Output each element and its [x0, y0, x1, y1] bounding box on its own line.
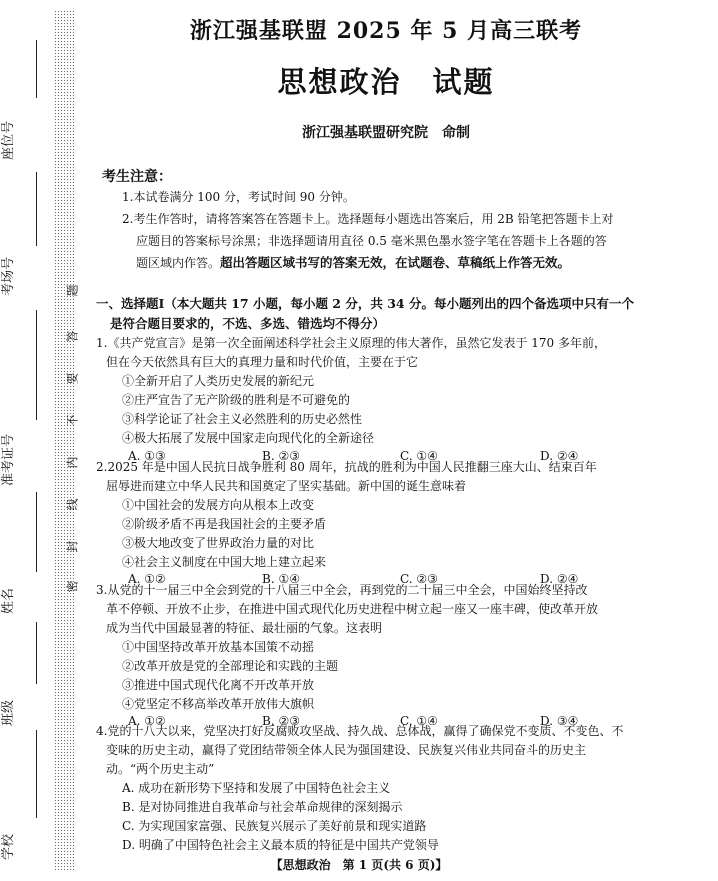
exam-title: 浙江强基联盟 2025 年 5 月高三联考	[189, 18, 583, 44]
question-option: ②改革开放是党的全部理论和实践的主题	[122, 659, 339, 673]
choice-c: C. ①④	[400, 449, 438, 463]
seal-char: 答	[65, 330, 80, 343]
seal-char: 不	[65, 414, 80, 427]
question-stem: 1.《共产党宣言》是第一次全面阐述科学社会主义原理的伟大著作，虽然它发表于 170 多年前，	[96, 336, 606, 350]
section-heading-line	[96, 294, 671, 314]
margin-line-seat	[36, 40, 37, 98]
notice-item: 1.本试卷满分 100 分，考试时间 90 分钟。	[122, 190, 355, 204]
question-stem: 成为当代中国最显著的特征、最壮丽的气象。这表明	[106, 621, 383, 635]
question-stem: 屈辱进而建立中华人民共和国奠定了坚实基础。新中国的诞生意味着	[106, 479, 467, 493]
margin-line-name	[36, 492, 37, 572]
notice-title: 考生注意：	[102, 169, 172, 185]
publisher: 浙江强基联盟研究院 命制	[302, 125, 470, 141]
field-seat-number	[1, 100, 44, 160]
margin-line-room	[36, 172, 37, 246]
choice-b: B. ②③	[262, 714, 300, 728]
question-option: ④党坚定不移高举改革开放伟大旗帜	[122, 697, 315, 711]
field-room-number	[1, 246, 44, 296]
field-label: 准考证号	[1, 433, 16, 486]
choice-d: D. ②④	[540, 449, 579, 463]
seal-char: 要	[65, 372, 80, 385]
choice-b: B. ①④	[262, 572, 300, 586]
binding-hatch-pattern	[54, 10, 76, 872]
question-stem: 变味的历史主动，赢得了党团结带领全体人民为强国建设、民族复兴伟业共同奋斗的历史主	[106, 743, 587, 757]
question-option: ②阶级矛盾不再是我国社会的主要矛盾	[122, 517, 327, 531]
choice-c: C. ②③	[400, 572, 438, 586]
field-name	[1, 574, 44, 614]
notice-item: 2.考生作答时，请将答案答在答题卡上。选择题每小题选出答案后，用 2B 铅笔把答题卡上对	[122, 212, 614, 226]
question-stem: 动。“两个历史主动”	[106, 762, 215, 776]
section-heading	[96, 294, 671, 334]
page-footer: 【思想政治 第 1 页(共 6 页)】	[270, 858, 448, 872]
choice-d: D. ③④	[540, 714, 579, 728]
seal-char: 内	[65, 456, 80, 469]
question-option: D. 明确了中国特色社会主义最本质的特征是中国共产党领导	[122, 838, 439, 852]
question-stem: 4.党的十八大以来，党坚决打好反腐败攻坚战、持久战、总体战，赢得了确保党不变质、不变色、不	[96, 724, 624, 738]
notice-emphasis: 超出答题区域书写的答案无效，在试题卷、草稿纸上作答无效。	[220, 255, 571, 270]
field-label: 班级	[1, 699, 16, 726]
seal-char: 密	[65, 580, 80, 593]
question-option: ①中国坚持改革开放基本国策不动摇	[122, 640, 315, 654]
notice-item	[136, 230, 666, 252]
question-stem: 但在今天依然具有巨大的真理力量和时代价值，主要在于它	[106, 355, 419, 369]
field-school	[1, 820, 44, 860]
question-stem: 2.2025 年是中国人民抗日战争胜利 80 周年，抗战的胜利为中国人民推翻三座大山、结束百年	[96, 460, 597, 474]
choice-a: A. ①③	[128, 449, 166, 463]
notice-text: 题区域内作答。	[136, 256, 221, 270]
binding-margin	[0, 0, 54, 881]
question-option: ④极大拓展了发展中国家走向现代化的全新途径	[122, 431, 375, 445]
field-class	[1, 686, 44, 726]
field-label: 考场号	[1, 256, 16, 296]
question-option: ③极大地改变了世界政治力量的对比	[122, 536, 315, 550]
margin-line-school	[36, 730, 37, 818]
margin-line-class	[36, 622, 37, 684]
question-option: ①全新开启了人类历史发展的新纪元	[122, 374, 315, 388]
choice-b: B. ②③	[262, 449, 300, 463]
question-stem: 3.从党的十一届三中全会到党的十八届三中全会，再到党的二十届三中全会，中国始终坚持改	[96, 583, 588, 597]
notice-item	[136, 252, 666, 274]
seal-char: 封	[65, 540, 80, 553]
choice-a: A. ①②	[128, 714, 166, 728]
question-option: ②庄严宣告了无产阶级的胜利是不可避免的	[122, 393, 351, 407]
seal-char: 题	[65, 284, 80, 297]
field-ticket-number	[1, 422, 44, 486]
question-option: ③推进中国式现代化离不开改革开放	[122, 678, 315, 692]
section-heading-line: 是符合题目要求的，不选、多选、错选均不得分）	[110, 316, 386, 331]
field-label: 座位号	[1, 120, 16, 160]
field-label: 姓名	[1, 587, 16, 614]
choice-c: C. ①④	[400, 714, 438, 728]
question-stem: 革不停顿、开放不止步，在推进中国式现代化历史进程中树立起一座又一座丰碑，使改革开放	[106, 602, 599, 616]
notice-text: 应题目的答案标号涂黑；非选择题请用直径 0.5 毫米黑色墨水签字笔在答题卡上各题的答	[136, 234, 607, 248]
question-option: A. 成功在新形势下坚持和发展了中国特色社会主义	[122, 781, 391, 795]
choice-a: A. ①②	[128, 572, 166, 586]
question-option: ③科学论证了社会主义必然胜利的历史必然性	[122, 412, 363, 426]
question-option: B. 是对协同推进自我革命与社会革命规律的深刻揭示	[122, 800, 403, 814]
question-option: ①中国社会的发展方向从根本上改变	[122, 498, 315, 512]
question-option: ④社会主义制度在中国大地上建立起来	[122, 555, 327, 569]
margin-line-ticket	[36, 310, 37, 420]
section-heading-part: 一、选择题Ⅰ（本大题共 17 小题，每小题 2 分，共 34 分。	[96, 296, 434, 311]
field-label: 学校	[1, 833, 16, 860]
section-heading-part: 每小题列出的四个备选项中只有一个	[433, 296, 634, 311]
choice-d: D. ②④	[540, 572, 579, 586]
subject-title: 思想政治 试题	[277, 65, 495, 99]
question-option: C. 为实现国家富强、民族复兴展示了美好前景和现实道路	[122, 819, 427, 833]
seal-char: 线	[65, 498, 80, 511]
